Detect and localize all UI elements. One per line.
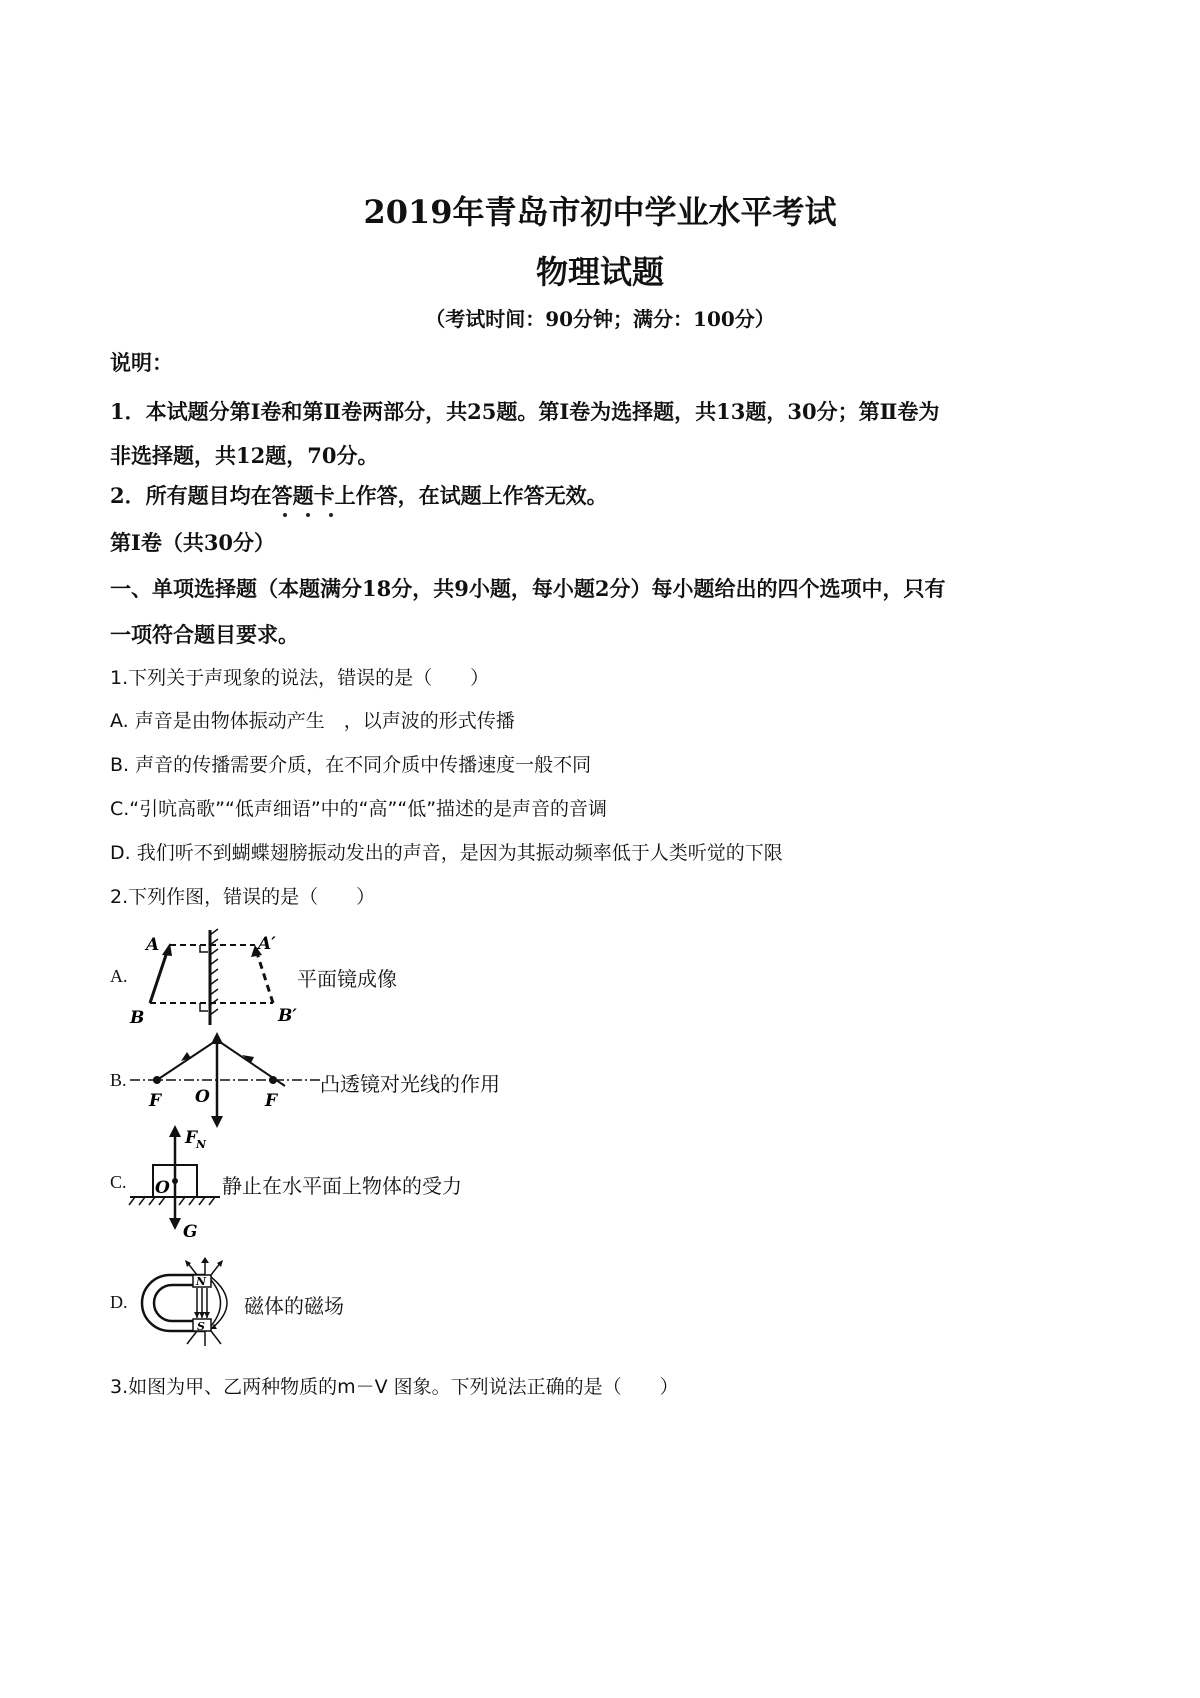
- question-1-option-d: D. 我们听不到蝴蝶翅膀振动发出的声音，是因为其振动频率低于人类听觉的下限: [110, 842, 783, 864]
- question-1-option-a: A. 声音是由物体振动产生 ，以声波的形式传播: [110, 710, 515, 732]
- emphasis-dot: [283, 513, 287, 517]
- instruction-2: 2．所有题目均在答题卡上作答，在试题上作答无效。: [110, 483, 608, 508]
- svg-text:G: G: [183, 1222, 198, 1242]
- svg-text:A: A: [146, 935, 160, 955]
- option-c-caption: 静止在水平面上物体的受力: [222, 1174, 462, 1198]
- svg-text:A′: A′: [258, 934, 276, 954]
- question-3-stem: 3.如图为甲、乙两种物质的m－V 图象。下列说法正确的是（ ）: [110, 1376, 679, 1398]
- instruction-1-line-1: 1．本试题分第Ⅰ卷和第Ⅱ卷两部分，共25题。第Ⅰ卷为选择题，共13题，30分；第Ⅱ卷为: [110, 399, 940, 424]
- emphasis-dot: [329, 513, 333, 517]
- convex-lens-diagram: [125, 1030, 325, 1125]
- instructions-heading: 说明：: [110, 350, 173, 375]
- svg-text:B: B: [130, 1008, 145, 1028]
- question-1-option-b: B. 声音的传播需要介质，在不同介质中传播速度一般不同: [110, 754, 592, 776]
- option-b-caption: 凸透镜对光线的作用: [320, 1072, 500, 1096]
- question-2-option-d-letter: D.: [110, 1292, 128, 1312]
- svg-text:O: O: [195, 1087, 210, 1107]
- instruction-1-line-2: 非选择题，共12题，70分。: [110, 443, 379, 468]
- svg-text:B′: B′: [278, 1006, 297, 1026]
- section1-line-2: 一项符合题目要求。: [110, 622, 299, 647]
- question-2-option-a-letter: A.: [110, 966, 128, 986]
- magnet-field-diagram: [125, 1250, 255, 1360]
- question-2-option-b-letter: B.: [110, 1070, 127, 1090]
- question-2-stem: 2.下列作图，错误的是（ ）: [110, 886, 376, 908]
- svg-text:F: F: [185, 1128, 198, 1148]
- paper-subtitle: 物理试题: [535, 253, 664, 291]
- question-1-option-c: C.“引吭高歌”“低声细语”中的“高”“低”描述的是声音的音调: [110, 798, 608, 820]
- svg-text:F: F: [265, 1091, 278, 1111]
- svg-text:F: F: [149, 1091, 162, 1111]
- svg-text:N: N: [196, 1275, 207, 1288]
- svg-text:S: S: [197, 1320, 205, 1333]
- question-1-stem: 1.下列关于声现象的说法，错误的是（ ）: [110, 667, 490, 689]
- plane-mirror-diagram: [120, 925, 310, 1028]
- option-d-caption: 磁体的磁场: [244, 1294, 344, 1318]
- svg-text:N: N: [196, 1138, 207, 1151]
- question-2-option-c-letter: C.: [110, 1172, 127, 1192]
- force-diagram: [125, 1125, 235, 1240]
- part1-heading: 第Ⅰ卷（共30分）: [110, 530, 276, 555]
- option-a-caption: 平面镜成像: [297, 967, 397, 991]
- emphasis-dot: [306, 513, 310, 517]
- section1-line-1: 一、单项选择题（本题满分18分，共9小题，每小题2分）每小题给出的四个选项中，只有: [110, 576, 946, 601]
- exam-info: （考试时间：90分钟；满分：100分）: [425, 307, 775, 331]
- svg-text:O: O: [155, 1178, 170, 1198]
- exam-title: 2019年青岛市初中学业水平考试: [363, 193, 837, 231]
